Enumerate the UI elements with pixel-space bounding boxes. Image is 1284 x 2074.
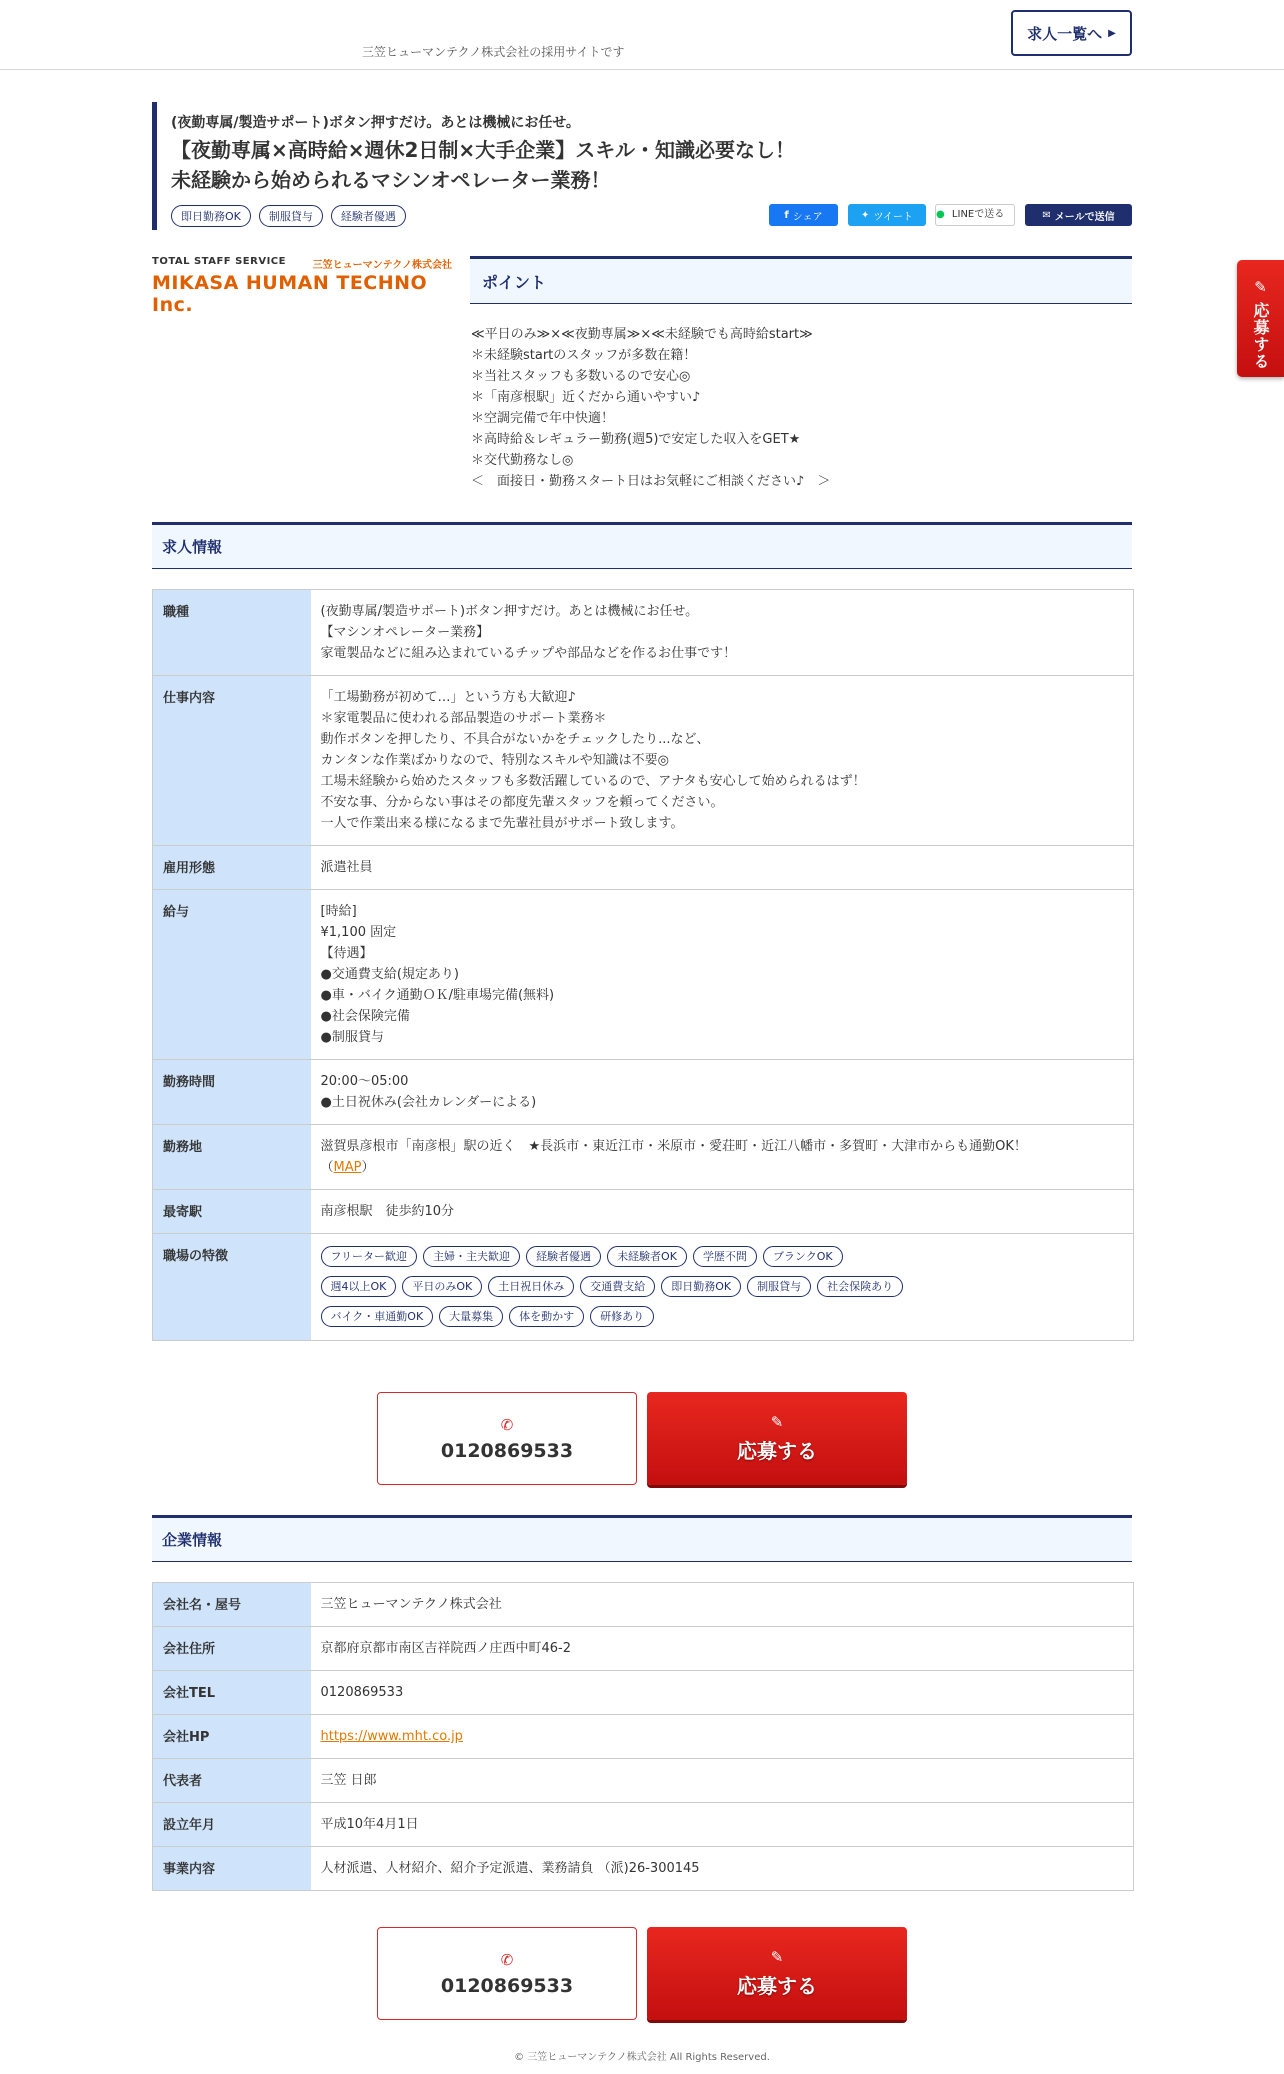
phone-icon: ✆ bbox=[500, 1950, 514, 1969]
row-label: 会社住所 bbox=[153, 1627, 311, 1671]
value-line: 不安な事、分からない事はその都度先輩スタッフを頼ってください。 bbox=[320, 795, 724, 810]
row-label: 勤務地 bbox=[153, 1125, 311, 1190]
value-line: カンタンな作業ばかりなので、特別なスキルや知識は不要◎ bbox=[320, 753, 669, 768]
twitter-share-button[interactable] bbox=[848, 204, 926, 226]
point-line: ＊「南彦根駅」近くだから通いやすい♪ bbox=[471, 390, 701, 405]
value-line: 「工場勤務が初めて…」という方も大歓迎♪ bbox=[320, 690, 576, 705]
point-line: ＊空調完備で年中快適！ bbox=[471, 411, 615, 426]
map-link[interactable]: MAP bbox=[333, 1160, 362, 1175]
mail-icon: ✉ bbox=[1042, 209, 1051, 221]
job-subtitle: (夜勤専属/製造サポート)ボタン押すだけ。あとは機械にお任せ。 bbox=[171, 115, 580, 131]
work-location-address: 滋賀県彦根市「南彦根」駅の近く ★長浜市・東近江市・米原市・愛荘町・近江八幡市・多賀町・大津市からも通勤OK！ bbox=[320, 1139, 1027, 1154]
table-row bbox=[153, 1060, 1134, 1125]
pencil-icon: ✎ bbox=[1254, 278, 1267, 296]
feature-tag: 即日勤務OK bbox=[661, 1276, 741, 1297]
table-row bbox=[153, 1671, 1134, 1715]
table-row bbox=[153, 1847, 1134, 1891]
feature-tag: 経験者優遇 bbox=[526, 1246, 601, 1267]
table-row bbox=[153, 1803, 1134, 1847]
job-info-table bbox=[152, 589, 1134, 1341]
row-label: 職場の特徴 bbox=[153, 1234, 311, 1341]
row-label: 雇用形態 bbox=[153, 846, 311, 890]
job-title-line-2: 未経験から始められるマシンオペレーター業務！ bbox=[171, 168, 611, 192]
twitter-share-label: ツイート bbox=[873, 211, 913, 223]
value-line: ●交通費支給(規定あり) bbox=[320, 967, 459, 982]
company-website-link[interactable]: https://www.mht.co.jp bbox=[320, 1729, 463, 1744]
logo-service-text: TOTAL STAFF SERVICE bbox=[152, 256, 286, 267]
value-line: (夜勤専属/製造サポート)ボタン押すだけ。あとは機械にお任せ。 bbox=[320, 604, 699, 619]
value-line: ●社会保険完備 bbox=[320, 1009, 410, 1024]
site-tagline: 三笠ヒューマンテクノ株式会社の採用サイトです bbox=[362, 45, 625, 59]
logo-company-jp: 三笠ヒューマンテクノ株式会社 bbox=[312, 260, 452, 271]
company-info-table bbox=[152, 1582, 1134, 1891]
table-row bbox=[153, 1190, 1134, 1234]
feature-tag: 体を動かす bbox=[509, 1306, 584, 1327]
phone-number: 0120869533 bbox=[440, 1439, 574, 1462]
copyright: © 三笠ヒューマンテクノ株式会社 All Rights Reserved. bbox=[514, 2052, 770, 2063]
row-value bbox=[311, 590, 1134, 676]
table-row bbox=[153, 1715, 1134, 1759]
point-line: ＊未経験startのスタッフが多数在籍！ bbox=[471, 348, 697, 363]
value-line: 【待遇】 bbox=[320, 946, 373, 961]
facebook-icon: f bbox=[784, 209, 789, 221]
pencil-icon: ✎ bbox=[770, 1413, 784, 1431]
logo-company-en: MIKASA HUMAN TECHNO Inc. bbox=[152, 272, 428, 316]
job-tag: 即日勤務OK bbox=[171, 205, 251, 227]
feature-tag: 交通費支給 bbox=[580, 1276, 655, 1297]
feature-tag: 研修あり bbox=[590, 1306, 654, 1327]
row-label: 会社HP bbox=[153, 1715, 311, 1759]
phone-call-button[interactable] bbox=[377, 1927, 637, 2020]
row-label: 仕事内容 bbox=[153, 676, 311, 846]
line-share-label: LINEで送る bbox=[951, 209, 1005, 220]
row-value bbox=[311, 1060, 1134, 1125]
value-line: ●車・バイク通勤ＯＫ/駐車場完備(無料) bbox=[320, 988, 555, 1003]
value-line: 動作ボタンを押したり、不具合がないかをチェックしたり...など、 bbox=[320, 732, 710, 747]
value-line: 【マシンオペレーター業務】 bbox=[320, 625, 490, 640]
twitter-icon: ✦ bbox=[861, 209, 870, 221]
workplace-feature-tags bbox=[321, 1245, 911, 1329]
point-list bbox=[471, 324, 1131, 492]
value-line: [時給] bbox=[320, 904, 357, 919]
feature-tag: 大量募集 bbox=[439, 1306, 503, 1327]
table-row bbox=[153, 1583, 1134, 1627]
row-value: 0120869533 bbox=[311, 1671, 1134, 1715]
point-line: ＊高時給＆レギュラー勤務(週5)で安定した収入をGET★ bbox=[471, 432, 801, 447]
cta-block-bottom bbox=[377, 1927, 907, 2021]
row-value bbox=[311, 890, 1134, 1060]
pencil-icon: ✎ bbox=[770, 1948, 784, 1966]
value-line: ＊家電製品に使われる部品製造のサポート業務＊ bbox=[320, 711, 607, 726]
feature-tag: 学歴不問 bbox=[693, 1246, 757, 1267]
job-tag: 経験者優遇 bbox=[331, 205, 406, 227]
site-header bbox=[0, 0, 1284, 70]
feature-tag: 未経験者OK bbox=[607, 1246, 687, 1267]
row-value bbox=[311, 1234, 1134, 1341]
table-row bbox=[153, 846, 1134, 890]
feature-tag: 主婦・主夫歓迎 bbox=[423, 1246, 520, 1267]
mail-share-button[interactable] bbox=[1025, 204, 1132, 226]
row-value: 三笠 日郎 bbox=[311, 1759, 1134, 1803]
value-line: 家電製品などに組み込まれているチップや部品などを作るお仕事です！ bbox=[320, 646, 737, 661]
table-row bbox=[153, 1125, 1134, 1190]
facebook-share-button[interactable] bbox=[769, 204, 838, 226]
table-row bbox=[153, 1759, 1134, 1803]
phone-number: 0120869533 bbox=[440, 1974, 574, 1997]
row-label: 会社TEL bbox=[153, 1671, 311, 1715]
row-label: 給与 bbox=[153, 890, 311, 1060]
phone-icon: ✆ bbox=[500, 1415, 514, 1434]
mail-share-label: メールで送信 bbox=[1054, 211, 1115, 223]
caret-right-icon: ▶ bbox=[1108, 27, 1116, 39]
map-bracket-open: （ bbox=[320, 1160, 334, 1175]
feature-tag: ブランクOK bbox=[763, 1246, 843, 1267]
row-label: 勤務時間 bbox=[153, 1060, 311, 1125]
row-value: 三笠ヒューマンテクノ株式会社 bbox=[311, 1583, 1134, 1627]
apply-label: 応募する bbox=[737, 1439, 817, 1463]
table-row bbox=[153, 890, 1134, 1060]
feature-tag: フリーター歓迎 bbox=[321, 1246, 418, 1267]
phone-call-button[interactable] bbox=[377, 1392, 637, 1485]
table-row bbox=[153, 1627, 1134, 1671]
row-label: 会社名・屋号 bbox=[153, 1583, 311, 1627]
job-info-heading: 求人情報 bbox=[152, 522, 1132, 569]
table-row bbox=[153, 590, 1134, 676]
row-value: 平成10年4月1日 bbox=[311, 1803, 1134, 1847]
row-value bbox=[311, 676, 1134, 846]
apply-label: 応募する bbox=[737, 1974, 817, 1998]
apply-button[interactable] bbox=[647, 1927, 907, 2020]
map-link-wrapper bbox=[321, 1157, 1124, 1178]
row-label: 職種 bbox=[153, 590, 311, 676]
company-info-heading: 企業情報 bbox=[152, 1515, 1132, 1562]
feature-tag: バイク・車通勤OK bbox=[321, 1306, 434, 1327]
value-line: ¥1,100 固定 bbox=[320, 925, 397, 940]
point-line: ＜ 面接日・勤務スタート日はお気軽にご相談ください♪ ＞ bbox=[471, 474, 831, 489]
floating-apply-button[interactable] bbox=[1237, 260, 1284, 377]
table-row bbox=[153, 676, 1134, 846]
point-line: ＊交代勤務なし◎ bbox=[471, 453, 574, 468]
row-value: 人材派遣、人材紹介、紹介予定派遣、業務請負 （派)26-300145 bbox=[311, 1847, 1134, 1891]
row-label: 設立年月 bbox=[153, 1803, 311, 1847]
value-line: 20:00～05:00 bbox=[320, 1074, 409, 1089]
point-line: ≪平日のみ≫×≪夜勤専属≫×≪未経験でも高時給start≫ bbox=[471, 327, 813, 342]
value-line: 工場未経験から始めたスタッフも多数活躍しているので、アナタも安心して始められるはず！ bbox=[320, 774, 866, 789]
point-line: ＊当社スタッフも多数いるので安心◎ bbox=[471, 369, 691, 384]
row-label: 事業内容 bbox=[153, 1847, 311, 1891]
value-line: 一人で作業出来る様になるまで先輩社員がサポート致します。 bbox=[320, 816, 684, 831]
value-line: 南彦根駅 徒歩約10分 bbox=[320, 1204, 455, 1219]
row-value: 京都府京都市南区吉祥院西ノ庄西中町46-2 bbox=[311, 1627, 1134, 1671]
feature-tag: 土日祝日休み bbox=[488, 1276, 574, 1297]
cta-block-top bbox=[377, 1392, 907, 1486]
row-value bbox=[311, 1190, 1134, 1234]
feature-tag: 平日のみOK bbox=[402, 1276, 482, 1297]
company-logo bbox=[152, 256, 452, 316]
job-tag: 制服貸与 bbox=[259, 205, 323, 227]
job-title-line-1: 【夜勤専属×高時給×週休2日制×大手企業】スキル・知識必要なし！ bbox=[171, 138, 795, 162]
facebook-share-label: シェア bbox=[792, 211, 823, 223]
floating-apply-label: 応募する bbox=[1251, 302, 1270, 370]
point-heading: ポイント bbox=[470, 256, 1132, 304]
row-value bbox=[311, 846, 1134, 890]
value-line: ●制服貸与 bbox=[320, 1030, 384, 1045]
line-icon: ● bbox=[936, 209, 945, 220]
feature-tag: 社会保険あり bbox=[817, 1276, 903, 1297]
job-list-button[interactable] bbox=[1011, 10, 1132, 56]
value-line: 派遣社員 bbox=[320, 860, 373, 875]
line-share-button[interactable] bbox=[935, 204, 1015, 226]
row-value bbox=[311, 1715, 1134, 1759]
row-value bbox=[311, 1125, 1134, 1190]
job-title bbox=[171, 135, 1132, 195]
feature-tag: 週4以上OK bbox=[321, 1276, 397, 1297]
feature-tag: 制服貸与 bbox=[747, 1276, 811, 1297]
row-label: 最寄駅 bbox=[153, 1190, 311, 1234]
job-list-label: 求人一覧へ bbox=[1027, 24, 1103, 43]
row-label: 代表者 bbox=[153, 1759, 311, 1803]
map-bracket-close: ） bbox=[361, 1160, 375, 1175]
apply-button[interactable] bbox=[647, 1392, 907, 1485]
table-row bbox=[153, 1234, 1134, 1341]
value-line: ●土日祝休み(会社カレンダーによる) bbox=[320, 1095, 537, 1110]
